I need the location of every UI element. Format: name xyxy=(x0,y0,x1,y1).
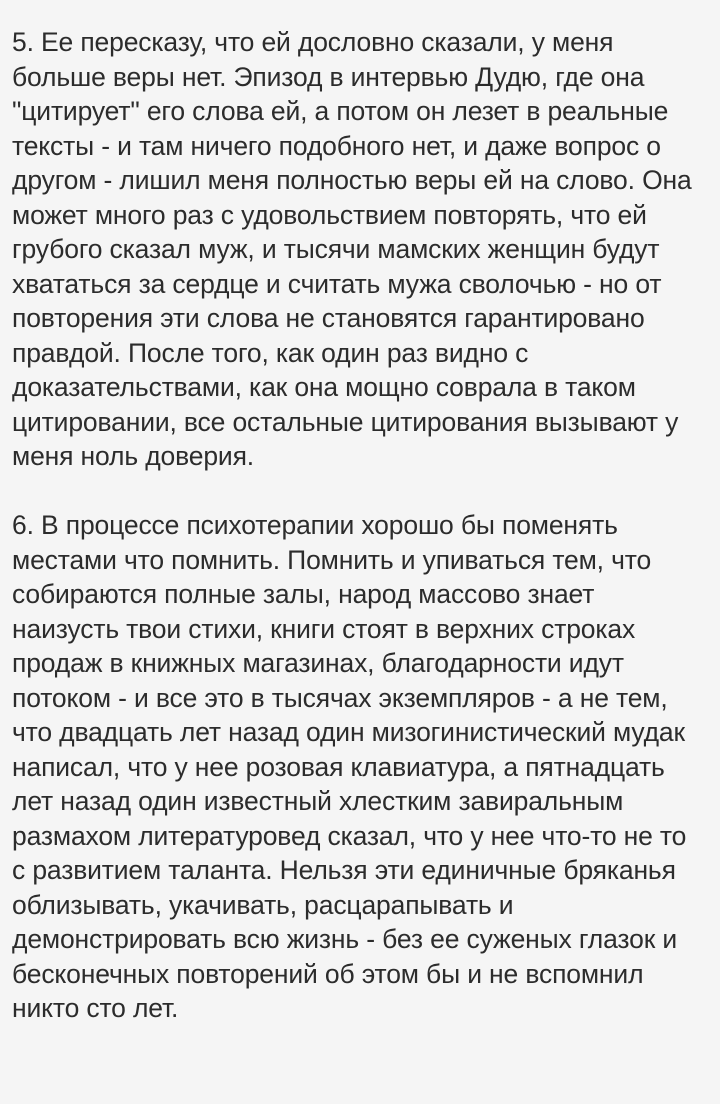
text-line: размахом литературовед сказал, что у нее что-то не то xyxy=(12,820,687,851)
paragraph-gap xyxy=(12,474,708,509)
text-line: грубого сказал муж, и тысячи мамских женщин будут xyxy=(12,234,660,264)
text-line: повторения эти слова не становятся гарантировано xyxy=(12,303,645,333)
text-line: демонстрировать всю жизнь - без ее суженых глазок и xyxy=(12,924,678,954)
text-line: правдой. После того, как один раз видно с xyxy=(12,337,529,368)
text-line: может много раз с удовольствием повторять, что ей xyxy=(12,199,647,230)
text-line: меня ноль доверия. xyxy=(12,441,254,471)
text-line: облизывать, укачивать, расцарапывать и xyxy=(12,889,514,920)
text-line: цитировании, все остальные цитирования вызывают у xyxy=(12,406,679,437)
text-line: местами что помнить. Помнить и упиваться тем, что xyxy=(12,544,652,575)
text-line: продаж в книжных магазинах, благодарности идут xyxy=(12,648,624,678)
text-line: что двадцать лет назад один мизогинистический мудак xyxy=(12,717,685,747)
paragraph-5 xyxy=(12,25,708,474)
text-line: написал, что у нее розовая клавиатура, а пятнадцать xyxy=(12,751,665,782)
text-line: собираются полные залы, народ массово знает xyxy=(12,579,595,609)
text-line: с развитием таланта. Нельзя эти единичные бряканья xyxy=(12,855,676,885)
text-line: наизусть твои стихи, книги стоят в верхних строках xyxy=(12,613,636,644)
text-line: другом - лишил меня полностью веры ей на слово. Она xyxy=(12,165,692,195)
text-line: потоком - и все это в тысячах экземпляров - а не тем, xyxy=(12,682,668,713)
text-line: лет назад один известный хлестким завиральным xyxy=(12,786,624,816)
text-line: доказательствами, как она мощно соврала в таком xyxy=(12,372,636,402)
paragraph-6 xyxy=(12,508,708,1026)
text-line: "цитирует" его слова ей, а потом он лезет в реальные xyxy=(12,96,669,126)
text-line: 6. В процессе психотерапии хорошо бы поменять xyxy=(12,510,618,540)
text-line: больше веры нет. Эпизод в интервью Дудю, где она xyxy=(12,61,645,92)
text-line: никто сто лет. xyxy=(12,993,179,1023)
text-line: тексты - и там ничего подобного нет, и даже вопрос о xyxy=(12,130,661,161)
text-line: бесконечных повторений об этом бы и не вспомнил xyxy=(12,958,644,989)
text-line: 5. Ее пересказу, что ей дословно сказали, у меня xyxy=(12,27,614,57)
text-line: хвататься за сердце и считать мужа сволочью - но от xyxy=(12,268,662,299)
